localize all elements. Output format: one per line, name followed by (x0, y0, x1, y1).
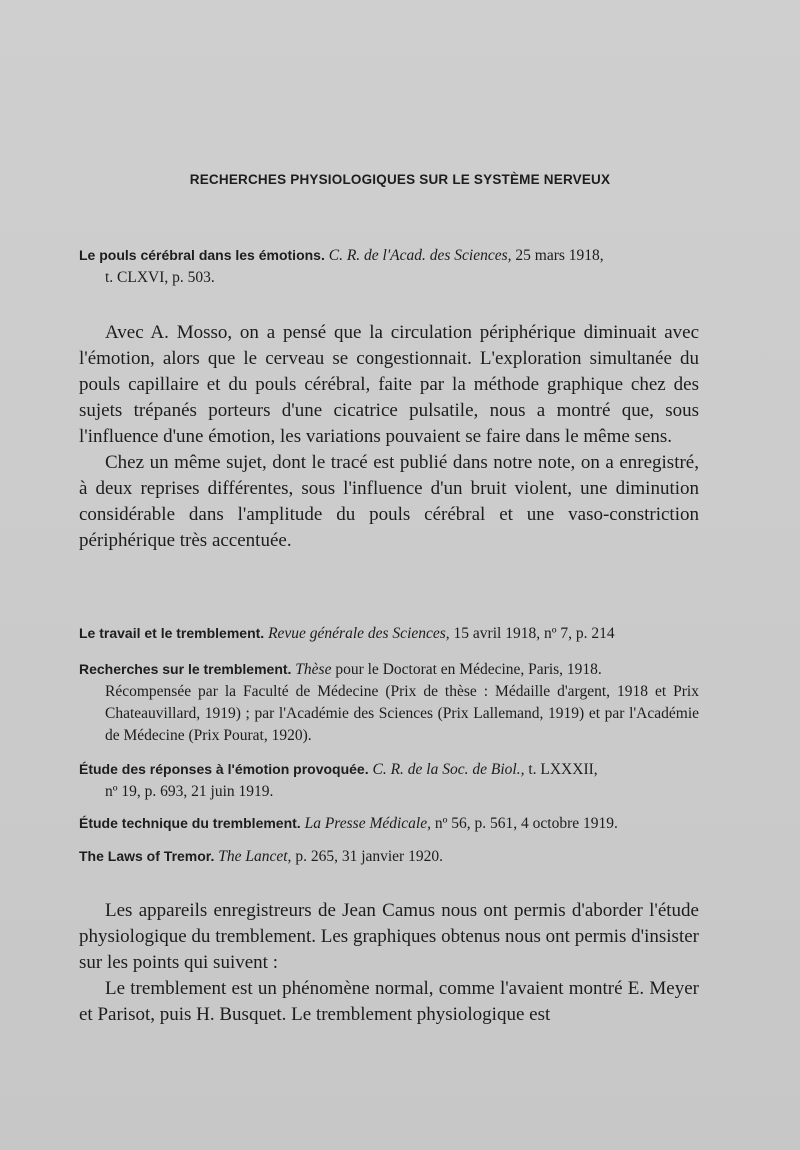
reference-journal: C. R. de la Soc. de Biol., (372, 761, 525, 778)
reference-pouls-cerebral (79, 244, 699, 289)
paragraph-text: Le tremblement est un phénomène normal, comme l'avaient montré E. Meyer et Parisot, puis H. Busquet. Le tremblement physiologique est (79, 978, 699, 1025)
reference-continuation: nº 19, p. 693, 21 juin 1919. (105, 783, 274, 800)
reference-details: pour le Doctorat en Médecine, Paris, 1918. (335, 661, 602, 678)
reference-journal: C. R. de l'Acad. des Sciences, (328, 247, 512, 264)
paragraph-emotion-pulse (79, 320, 699, 554)
reference-recherches-tremblement (79, 658, 699, 747)
paragraph-text: Avec A. Mosso, on a pensé que la circulation périphérique diminuait avec l'émotion, alors que le cerveau se congestionnait. L'exploration simultanée du pouls capillaire et du pouls cérébral, faite par la méthode graphique chez des sujets trépanés porteurs d'une cicatrice pulsatile, nous a montré que, sous l'influence d'une émotion, les variations pouvaient se faire dans le même sens. (79, 322, 699, 447)
paragraph-text: Les appareils enregistreurs de Jean Camus nous ont permis d'aborder l'étude physiologique du tremblement. Les graphiques obtenus nous ont permis d'insister sur les points qui suivent : (79, 900, 699, 973)
reference-journal: La Presse Médicale, (304, 815, 431, 832)
reference-title: Recherches sur le tremblement. (79, 661, 292, 677)
reference-title: Le travail et le tremblement. (79, 625, 265, 641)
reference-journal: Thèse (295, 661, 332, 678)
reference-title: The Laws of Tremor. (79, 848, 215, 864)
reference-title: Étude des réponses à l'émotion provoquée. (79, 761, 369, 777)
reference-travail-tremblement (79, 622, 699, 645)
reference-title: Étude technique du tremblement. (79, 815, 301, 831)
reference-details: t. LXXXII, (528, 761, 598, 778)
reference-continuation: t. CLXVI, p. 503. (105, 269, 215, 286)
reference-details: 25 mars 1918, (515, 247, 604, 264)
reference-journal: The Lancet, (218, 848, 292, 865)
reference-details: 15 avril 1918, nº 7, p. 214 (453, 625, 615, 642)
section-heading: RECHERCHES PHYSIOLOGIQUES SUR LE SYSTÈME NERVEUX (189, 172, 611, 187)
reference-reponses-emotion (79, 758, 699, 803)
reference-details: nº 56, p. 561, 4 octobre 1919. (434, 815, 618, 832)
reference-continuation: Récompensée par la Faculté de Médecine (Prix de thèse : Médaille d'argent, 1918 et Prix Chateauvillard, 1919) ; par l'Académie des Sciences (Prix Lallemand, 1919) et par l'Académie de Médecine (Prix Pourat, 1920). (105, 683, 699, 744)
reference-journal: Revue générale des Sciences, (268, 625, 450, 642)
reference-etude-technique (79, 812, 699, 835)
reference-laws-of-tremor (79, 845, 699, 868)
paragraph-tremor-study (79, 898, 699, 1028)
reference-title: Le pouls cérébral dans les émotions. (79, 247, 325, 263)
paragraph-text: Chez un même sujet, dont le tracé est publié dans notre note, on a enregistré, à deux reprises différentes, sous l'influence d'un bruit violent, une diminution considérable dans l'amplitude du pouls cérébral et une vaso-constriction périphérique très accentuée. (79, 452, 699, 551)
reference-details: p. 265, 31 janvier 1920. (295, 848, 443, 865)
